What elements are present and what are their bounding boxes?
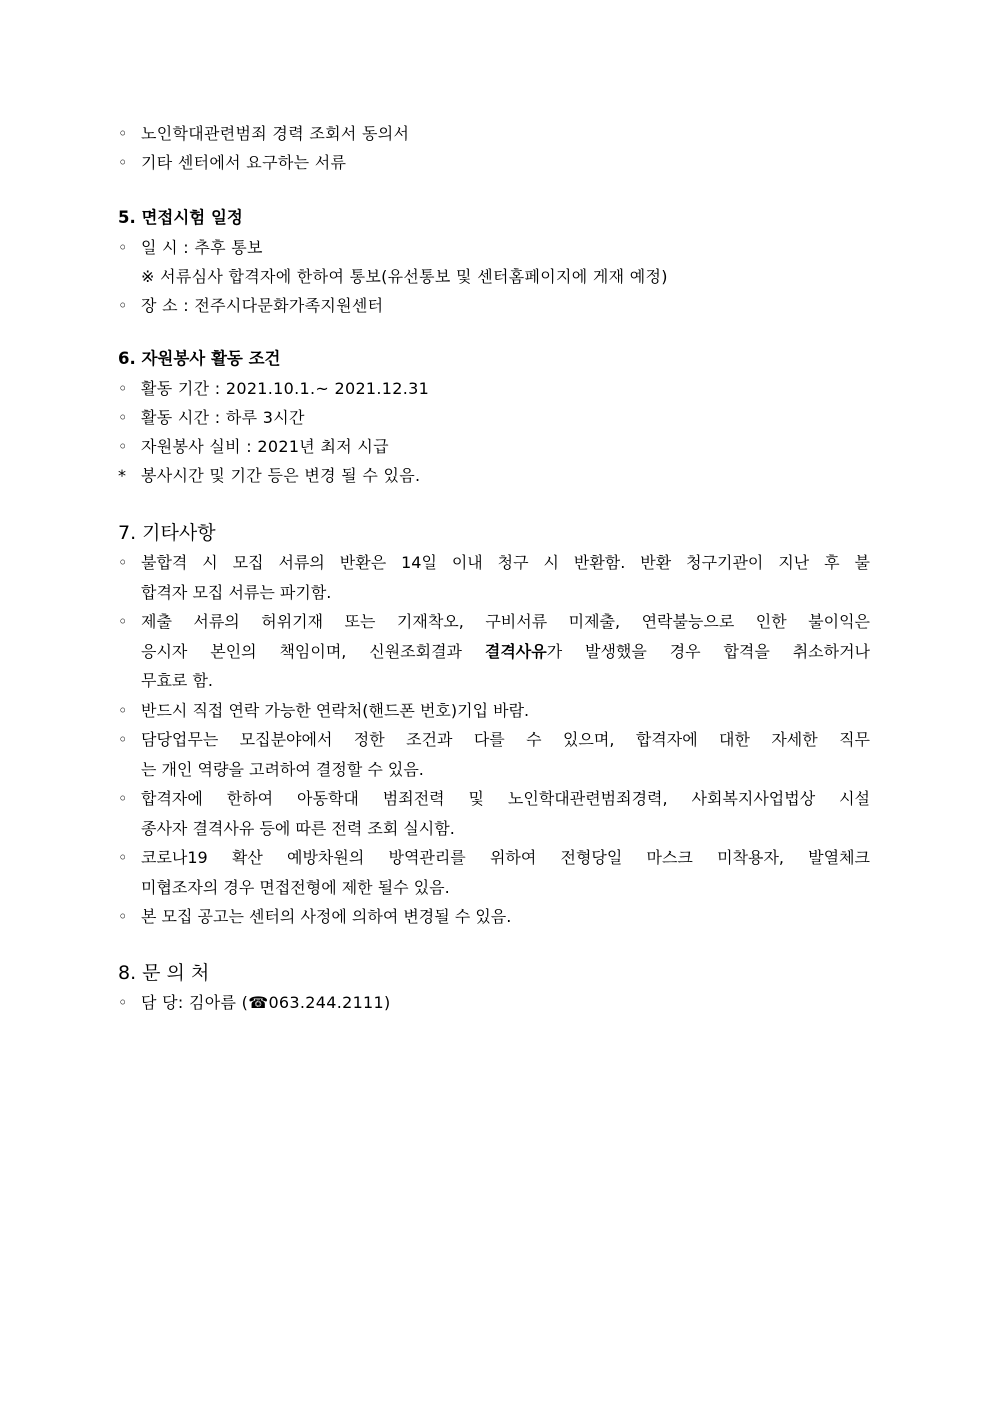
bullet: ◦ — [118, 789, 128, 808]
note-line — [118, 262, 870, 291]
section-7-list — [118, 548, 870, 932]
list-item — [118, 902, 870, 932]
list-item-text: 불합격 시 모집 서류의 반환은 14일 이내 청구 시 반환함. 반환 청구기관이 지난 후 불 — [141, 553, 870, 572]
list-item-text: 활동 시간 : 하루 3시간 — [141, 408, 305, 427]
bullet: ◦ — [118, 238, 128, 257]
section-heading-6: 6. 자원봉사 활동 조건 — [118, 349, 281, 368]
contact-label: 담 당: — [141, 992, 184, 1012]
list-item-text: 노인학대관련범죄 경력 조회서 동의서 — [141, 124, 410, 143]
list-item-text: 응시자 본인의 책임이며, 신원조회결과 — [141, 641, 485, 661]
list-item-text: 미협조자의 경우 면접전형에 제한 될수 있음. — [141, 877, 450, 897]
list-item-text: 는 개인 역량을 고려하여 결정할 수 있음. — [141, 759, 424, 779]
list-item-text: 제출 서류의 허위기재 또는 기재착오, 구비서류 미제출, 연락불능으로 인한 불이익은 — [141, 612, 870, 631]
bullet: ◦ — [118, 124, 128, 143]
list-item — [118, 607, 870, 696]
list-item — [118, 374, 870, 403]
list-item-text: 반드시 직접 연락 가능한 연락처(핸드폰 번호)기입 바람. — [141, 700, 530, 720]
list-item — [118, 725, 870, 784]
list-item-text: 활동 기간 : 2021.10.1.~ 2021.12.31 — [141, 379, 430, 398]
bullet: ◦ — [118, 700, 128, 720]
list-item-text: 코로나19 확산 예방차원의 방역관리를 위하여 전형당일 마스크 미착용자, 발열체크 — [141, 848, 870, 867]
list-item-text: 합격자에 한하여 아동학대 범죄전력 및 노인학대관련범죄경력, 사회복지사업법상 시설 — [141, 789, 870, 808]
bullet: ◦ — [118, 730, 128, 749]
contact-phone: 063.244.2111 — [268, 992, 385, 1012]
list-item — [118, 784, 870, 843]
list-item — [118, 461, 870, 490]
list-item — [118, 432, 870, 461]
list-item — [118, 148, 870, 177]
bullet: ◦ — [118, 612, 128, 631]
section-heading-7: 7. 기타사항 — [118, 522, 216, 544]
bullet: ◦ — [118, 992, 128, 1012]
list-item-text: 무효로 함. — [141, 671, 213, 690]
list-item-text: 가 발생했을 경우 합격을 취소하거나 — [546, 641, 870, 661]
note-mark: ※ — [141, 267, 155, 286]
phone-icon: ☎ — [248, 992, 269, 1012]
list-item — [118, 696, 870, 726]
list-item-text: 일 시 : 추후 통보 — [141, 238, 263, 257]
list-item: ◦ 담 당: 김아름 (☎063.244.2111) — [118, 988, 870, 1017]
bullet: ◦ — [118, 848, 128, 867]
bullet: ◦ — [118, 553, 128, 572]
list-item-text: 담당업무는 모집분야에서 정한 조건과 다를 수 있으며, 합격자에 대한 자세한 직무 — [141, 730, 870, 749]
bullet: ◦ — [118, 907, 128, 926]
list-item-text: 종사자 결격사유 등에 따른 전력 조회 실시함. — [141, 818, 455, 838]
bullet: ◦ — [118, 296, 128, 315]
list-item — [118, 843, 870, 902]
list-item-text: 자원봉사 실비 : 2021년 최저 시급 — [141, 437, 389, 456]
list-item — [118, 403, 870, 432]
list-item-text: 기타 센터에서 요구하는 서류 — [141, 153, 347, 172]
list-item — [118, 119, 870, 148]
bullet: ◦ — [118, 379, 128, 398]
list-item-text: 본 모집 공고는 센터의 사정에 의하여 변경될 수 있음. — [141, 907, 512, 926]
list-item — [118, 233, 870, 262]
section-heading-5: 5. 면접시험 일정 — [118, 208, 243, 227]
bullet: ◦ — [118, 408, 128, 427]
list-item — [118, 291, 870, 320]
list-item-text: 봉사시간 및 기간 등은 변경 될 수 있음. — [141, 466, 421, 485]
emphasis-text: 결격사유 — [484, 641, 547, 661]
bullet: * — [118, 466, 127, 485]
bullet: ◦ — [118, 153, 128, 172]
section-heading-8: 8. 문 의 처 — [118, 961, 210, 984]
contact-name: 김아름 — [188, 992, 237, 1012]
document-content — [118, 119, 870, 1017]
list-item — [118, 548, 870, 607]
note-text: 서류심사 합격자에 한하여 통보(유선통보 및 센터홈페이지에 게재 예정) — [160, 267, 668, 286]
list-item-text: 장 소 : 전주시다문화가족지원센터 — [141, 296, 384, 315]
list-item-text: 합격자 모집 서류는 파기함. — [141, 582, 332, 602]
bullet: ◦ — [118, 437, 128, 456]
